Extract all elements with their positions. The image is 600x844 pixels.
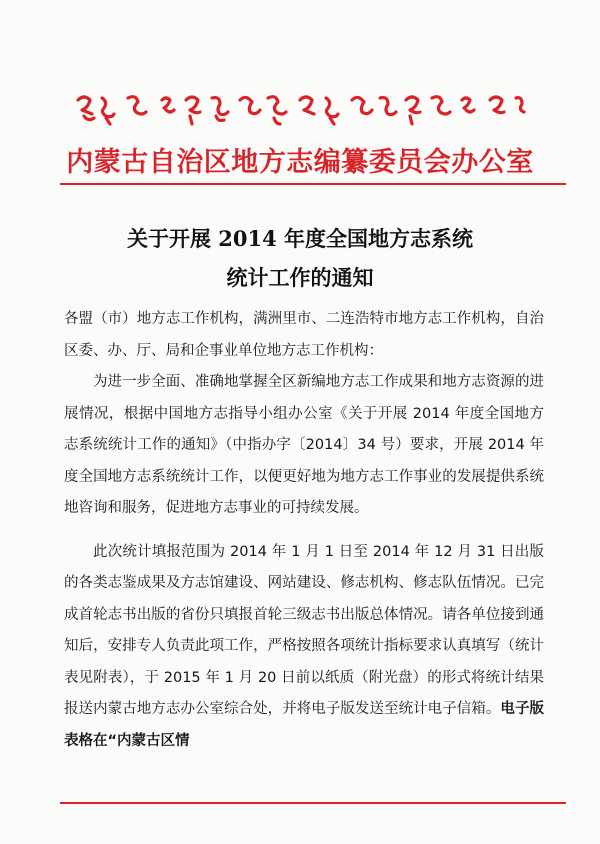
issuing-office-title: 内蒙古自治区地方志编纂委员会办公室 <box>66 147 534 178</box>
header-red-rule <box>60 183 566 185</box>
paragraph-scope <box>64 537 544 758</box>
footer-red-rule <box>60 802 566 804</box>
mongolian-script-header <box>70 86 530 130</box>
paragraph-scope-bold: 电子版表格在“内蒙古区情 <box>64 701 544 749</box>
notice-body <box>64 304 544 757</box>
paragraph-purpose: 为进一步全面、准确地掌握全区新编地方志工作成果和地方志资源的进展情况，根据中国地方志指导小组办公室《关于开展 2014 年度全国地方志系统统计工作的通知》（中指办字〔2014〕34 号）要求，开展 2014 年度全国地方志系统统计工作，以便更好地为地方志工作事业的发展提供系统地咨询和服务，促进地方志事业的可持续发展。 <box>64 374 544 516</box>
document-title-line-1: 关于开展 2014 年度全国地方志系统 <box>126 226 474 251</box>
paragraph-scope-text: 此次统计填报范围为 2014 年 1 月 1 日至 2014 年 12 月 31 日出版的各类志鉴成果及方志馆建设、网站建设、修志机构、修志队伍情况。已完成首轮志书出版的省份只填报首轮三级志书出版总体情况。请各单位接到通知后，安排专人负责此项工作，严格按照各项统计指标要求认真填写（统计表见附表），于 2015 年 1 月 20 日前以纸质（附光盘）的形式将统计结果报送内蒙古地方志办公室综合处，并将电子版发送至统计电子信箱。 <box>64 543 544 717</box>
salutation: 各盟（市）地方志工作机构，满洲里市、二连浩特市地方志工作机构，自治区委、办、厅、局和企事业单位地方志工作机构： <box>64 311 544 359</box>
document-title-line-2: 统计工作的通知 <box>226 265 374 290</box>
mongolian-script-image <box>70 86 530 130</box>
